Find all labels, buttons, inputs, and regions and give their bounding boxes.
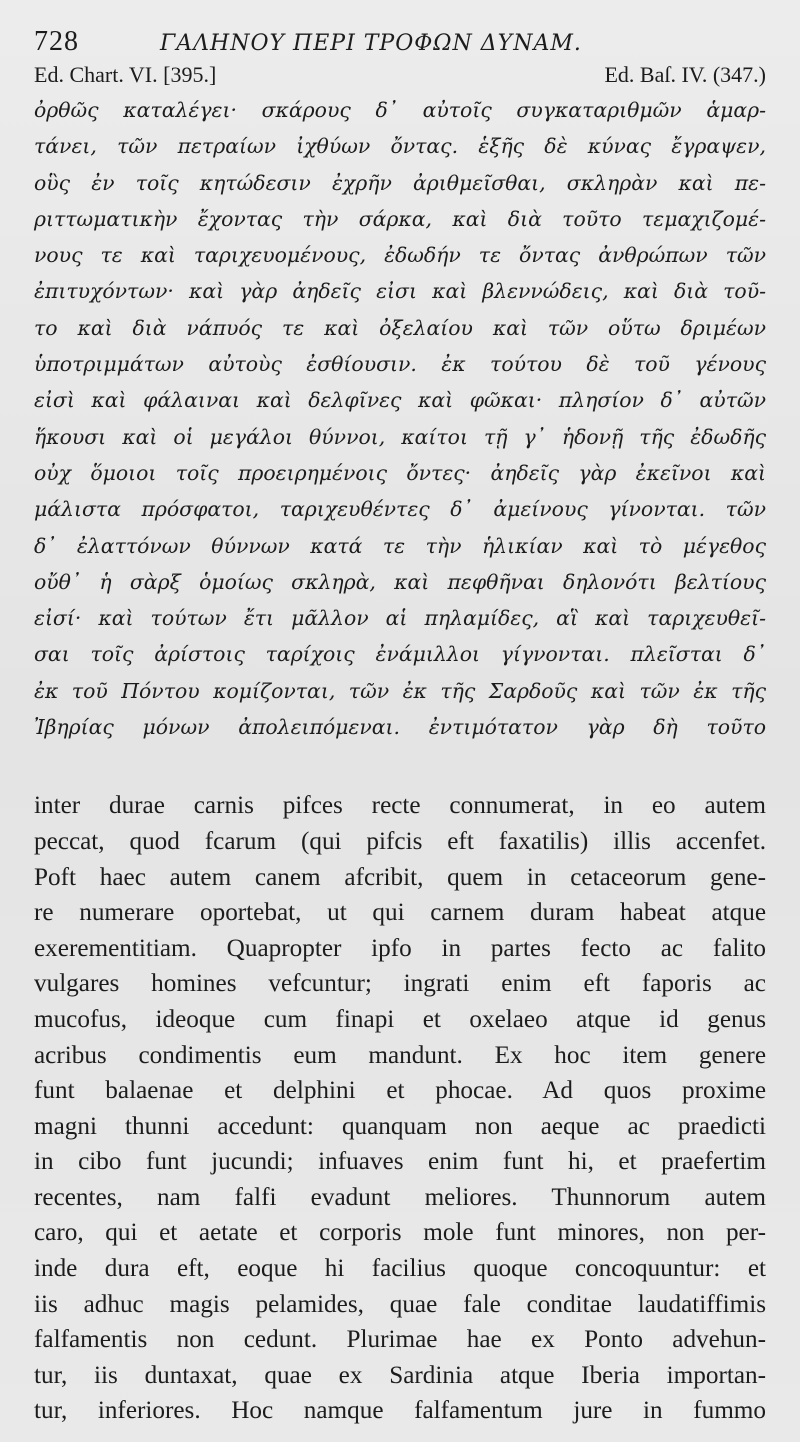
greek-text-line: ὑποτριμμάτων αὐτοὺς ἐσθίουσιν. ἐκ τούτου δὲ τοῦ γένους <box>34 352 766 377</box>
greek-text-line: ριττωματικὴν ἔχοντας τὴν σάρκα, καὶ διὰ τοῦτο τεμαχιζομέ- <box>34 206 766 231</box>
latin-text-line: Poft haec autem canem afcribit, quem in cetaceorum gene- <box>34 863 766 891</box>
running-head <box>34 26 766 60</box>
running-title: ΓΑΛΗΝΟΥ ΠΕΡΙ ΤΡΟΦΩΝ ΔΥΝΑΜ. <box>160 31 582 56</box>
page-number: 728 <box>34 26 79 57</box>
greek-text-line: Ἰβηρίας μόνων ἀπολειπόμεναι. ἐντιμότατον γὰρ δὴ τοῦτο <box>34 715 766 740</box>
latin-text-line: recentes, nam falfi evadunt meliores. Thunnorum autem <box>34 1183 766 1211</box>
edition-chartier: Ed. Chart. VI. [395.] <box>34 62 217 87</box>
greek-text-line: τάνει, τῶν πετραίων ἰχθύων ὄντας. ἑξῆς δὲ κύνας ἔγραψεν, <box>34 134 766 159</box>
latin-text-line: caro, qui et aetate et corporis mole funt minores, non per- <box>34 1219 766 1247</box>
greek-text-line: εἰσὶ καὶ φάλαιναι καὶ δελφῖνες καὶ φῶκαι· πλησίον δ᾽ αὐτῶν <box>34 388 766 413</box>
edition-basel: Ed. Baſ. IV. (347.) <box>604 62 766 87</box>
greek-text-line: οὔθ᾽ ἡ σὰρξ ὁμοίως σκληρὰ, καὶ πεφθῆναι δηλονότι βελτίους <box>34 569 766 594</box>
latin-text-line: re numerare oportebat, ut qui carnem duram habeat atque <box>34 899 766 927</box>
greek-text-line: ἐπιτυχόντων· καὶ γὰρ ἀηδεῖς εἰσι καὶ βλεννώδεις, καὶ διὰ τοῦ- <box>34 279 766 304</box>
latin-text-line: mucofus, ideoque cum finapi et oxelaeo atque id genus <box>34 1005 766 1033</box>
latin-text-line: peccat, quod fcarum (qui pifcis eft faxatilis) illis accenfet. <box>34 827 766 855</box>
latin-text-line: inter durae carnis pifces recte connumerat, in eo autem <box>34 792 766 820</box>
greek-text-line: ὀρθῶς καταλέγει· σκάρους δ᾽ αὐτοῖς συγκαταριθμῶν ἁμαρ- <box>34 98 766 122</box>
latin-text-line: tur, inferiores. Hoc namque falfamentum jure in fummo <box>34 1397 766 1425</box>
latin-text-line: acribus condimentis eum mandunt. Ex hoc item genere <box>34 1041 766 1069</box>
greek-text-line: οὐχ ὅμοιοι τοῖς προειρημένοις ὄντες· ἀηδεῖς γὰρ ἐκεῖνοι καὶ <box>34 460 766 485</box>
latin-text-line: in cibo funt jucundi; infuaves enim funt hi, et praefertim <box>34 1148 766 1176</box>
greek-text-line: εἰσί· καὶ τούτων ἔτι μᾶλλον αἱ πηλαμίδες, αἳ καὶ ταριχευθεῖ- <box>34 606 766 631</box>
latin-text-line: exerementitiam. Quapropter ipfo in partes fecto ac falito <box>34 934 766 962</box>
latin-text-line: inde dura eft, eoque hi facilius quoque concoquuntur: et <box>34 1255 766 1283</box>
latin-text-line: funt balaenae et delphini et phocae. Ad quos proxime <box>34 1077 766 1105</box>
edition-references <box>34 62 766 92</box>
greek-text-block <box>34 92 766 745</box>
greek-text-line: δ᾽ ἐλαττόνων θύννων κατά τε τὴν ἡλικίαν καὶ τὸ μέγεθος <box>34 533 766 558</box>
greek-text-line: ἐκ τοῦ Πόντου κομίζονται, τῶν ἐκ τῆς Σαρδοῦς καὶ τῶν ἐκ τῆς <box>34 678 766 703</box>
greek-text-line: ἥκουσι καὶ οἱ μεγάλοι θύννοι, καίτοι τῇ γ᾽ ἡδονῇ τῆς ἐδωδῆς <box>34 424 766 449</box>
latin-text-line: vulgares homines vefcuntur; ingrati enim eft faporis ac <box>34 970 766 998</box>
greek-text-line: το καὶ διὰ νάπυός τε καὶ ὀξελαίου καὶ τῶν οὕτω δριμέων <box>34 315 766 340</box>
latin-text-line: falfamentis non cedunt. Plurimae hae ex Ponto advehun- <box>34 1326 766 1354</box>
latin-text-line: tur, iis duntaxat, quae ex Sardinia atque Iberia importan- <box>34 1361 766 1389</box>
latin-translation-block <box>34 788 766 1429</box>
latin-text-line: iis adhuc magis pelamides, quae fale conditae laudatiffimis <box>34 1290 766 1318</box>
greek-text-line: σαι τοῖς ἀρίστοις ταρίχοις ἐνάμιλλοι γίγνονται. πλεῖσται δ᾽ <box>34 642 766 667</box>
greek-text-line: οὓς ἐν τοῖς κητώδεσιν ἐχρῆν ἀριθμεῖσθαι, σκληρὰν καὶ πε- <box>34 170 766 195</box>
greek-text-line: νους τε καὶ ταριχευομένους, ἐδωδήν τε ὄντας ἀνθρώπων τῶν <box>34 243 766 268</box>
greek-text-line: μάλιστα πρόσφατοι, ταριχευθέντες δ᾽ ἀμείνους γίνονται. τῶν <box>34 497 766 522</box>
latin-text-line: magni thunni accedunt: quanquam non aeque ac praedicti <box>34 1112 766 1140</box>
